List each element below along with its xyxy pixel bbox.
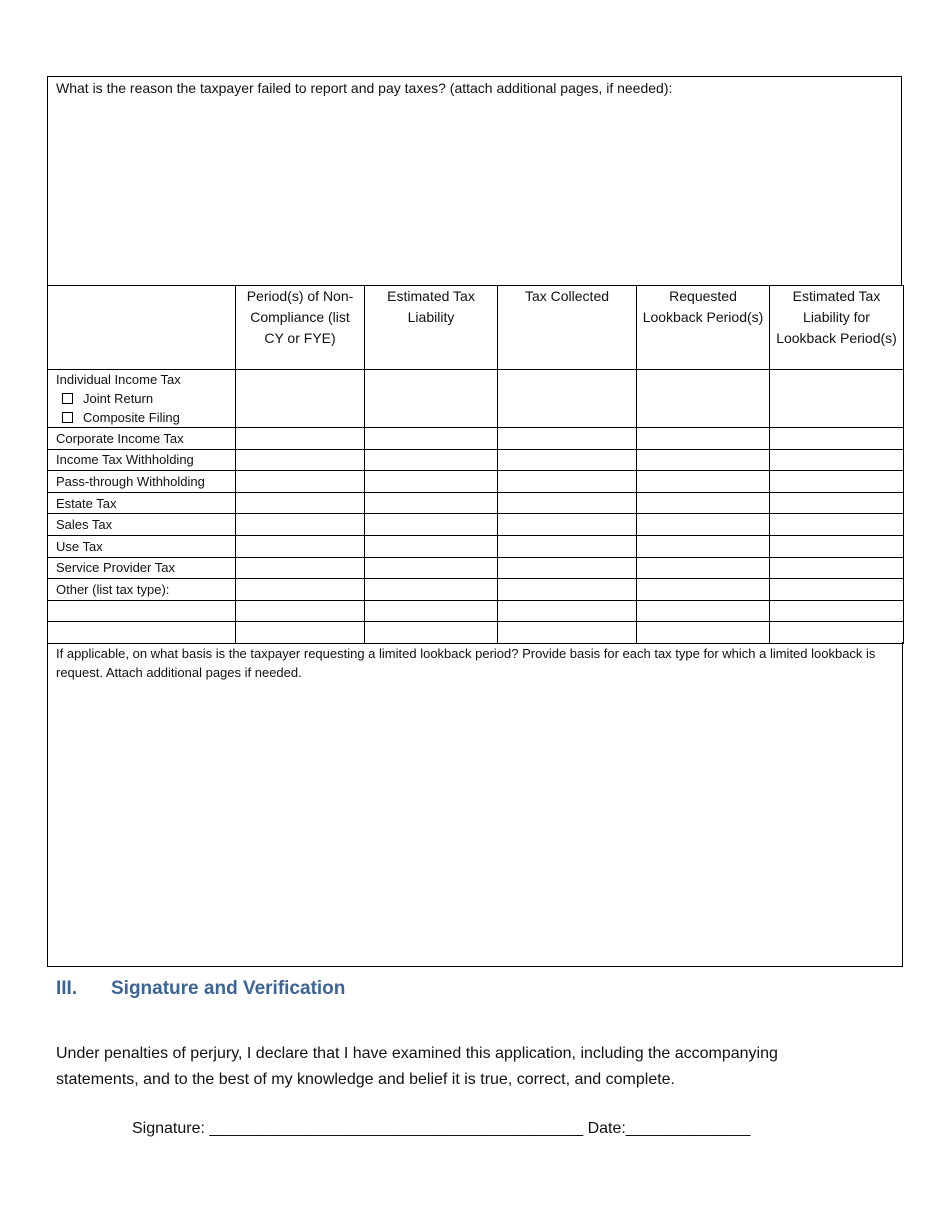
table-row <box>48 492 904 514</box>
input-cell[interactable] <box>637 428 770 450</box>
input-cell[interactable] <box>498 370 637 428</box>
input-cell[interactable] <box>236 449 365 471</box>
reason-question: What is the reason the taxpayer failed to report and pay taxes? (attach additional pages, if needed): <box>56 80 673 96</box>
input-cell[interactable] <box>498 600 637 622</box>
input-cell[interactable] <box>236 535 365 557</box>
table-row <box>48 428 904 450</box>
input-cell[interactable] <box>770 600 904 622</box>
individual-income-tax-label: Individual Income Tax <box>56 372 181 387</box>
input-cell[interactable] <box>770 622 904 644</box>
row-label: Estate Tax <box>48 492 236 514</box>
input-cell[interactable] <box>637 535 770 557</box>
input-cell[interactable] <box>365 579 498 601</box>
table-row <box>48 449 904 471</box>
input-cell[interactable] <box>236 600 365 622</box>
table-row <box>48 535 904 557</box>
input-cell[interactable] <box>236 492 365 514</box>
input-cell[interactable] <box>637 471 770 493</box>
input-cell[interactable] <box>637 557 770 579</box>
input-cell[interactable] <box>498 449 637 471</box>
input-cell[interactable] <box>365 535 498 557</box>
input-cell[interactable] <box>236 471 365 493</box>
input-cell[interactable] <box>770 492 904 514</box>
input-cell[interactable] <box>236 514 365 536</box>
row-label: Sales Tax <box>48 514 236 536</box>
input-cell[interactable] <box>236 370 365 428</box>
section-heading <box>56 978 345 1000</box>
basis-box[interactable] <box>47 642 903 967</box>
reason-box[interactable] <box>47 76 902 286</box>
input-cell[interactable] <box>236 428 365 450</box>
table-row <box>48 370 904 428</box>
input-cell[interactable] <box>498 579 637 601</box>
input-cell[interactable] <box>365 370 498 428</box>
input-cell[interactable] <box>236 579 365 601</box>
input-cell[interactable] <box>637 600 770 622</box>
individual-income-tax-cell <box>48 370 236 428</box>
header-est-lookback: Estimated Tax Liability for Lookback Period(s) <box>770 286 904 370</box>
input-cell[interactable] <box>770 535 904 557</box>
row-label-blank[interactable] <box>48 600 236 622</box>
row-label: Use Tax <box>48 535 236 557</box>
input-cell[interactable] <box>365 514 498 536</box>
table-row <box>48 600 904 622</box>
input-cell[interactable] <box>770 514 904 536</box>
input-cell[interactable] <box>770 428 904 450</box>
section-number: III. <box>56 978 78 999</box>
input-cell[interactable] <box>770 370 904 428</box>
header-tax-collected: Tax Collected <box>498 286 637 370</box>
row-label: Income Tax Withholding <box>48 449 236 471</box>
input-cell[interactable] <box>365 622 498 644</box>
input-cell[interactable] <box>637 449 770 471</box>
table-row <box>48 471 904 493</box>
input-cell[interactable] <box>637 370 770 428</box>
input-cell[interactable] <box>365 557 498 579</box>
input-cell[interactable] <box>365 471 498 493</box>
table-row <box>48 514 904 536</box>
input-cell[interactable] <box>498 535 637 557</box>
composite-filing-checkbox[interactable] <box>62 412 73 423</box>
header-lookback: Requested Lookback Period(s) <box>637 286 770 370</box>
joint-return-checkbox[interactable] <box>62 393 73 404</box>
table-row <box>48 557 904 579</box>
row-label: Service Provider Tax <box>48 557 236 579</box>
tax-table <box>47 285 904 644</box>
joint-return-label: Joint Return <box>83 391 154 406</box>
input-cell[interactable] <box>498 622 637 644</box>
table-row <box>48 579 904 601</box>
header-blank <box>48 286 236 370</box>
input-cell[interactable] <box>365 449 498 471</box>
signature-date-line[interactable]: Signature: __________________________________________ Date:______________ <box>132 1120 751 1137</box>
input-cell[interactable] <box>498 557 637 579</box>
input-cell[interactable] <box>637 622 770 644</box>
input-cell[interactable] <box>770 557 904 579</box>
input-cell[interactable] <box>637 492 770 514</box>
input-cell[interactable] <box>637 514 770 536</box>
table-row <box>48 622 904 644</box>
row-label: Pass-through Withholding <box>48 471 236 493</box>
section-title: Signature and Verification <box>111 978 346 999</box>
input-cell[interactable] <box>498 492 637 514</box>
input-cell[interactable] <box>365 428 498 450</box>
header-period: Period(s) of Non-Compliance (list CY or FYE) <box>236 286 365 370</box>
input-cell[interactable] <box>770 449 904 471</box>
table-header-row <box>48 286 904 370</box>
declaration-text: Under penalties of perjury, I declare that I have examined this application, including the accompanying statements, and to the best of my knowledge and belief it is true, correct, and complete. <box>56 1045 778 1088</box>
row-label: Corporate Income Tax <box>48 428 236 450</box>
input-cell[interactable] <box>770 471 904 493</box>
input-cell[interactable] <box>498 471 637 493</box>
composite-filing-label: Composite Filing <box>83 410 180 425</box>
input-cell[interactable] <box>236 622 365 644</box>
input-cell[interactable] <box>770 579 904 601</box>
input-cell[interactable] <box>236 557 365 579</box>
row-label: Other (list tax type): <box>48 579 236 601</box>
input-cell[interactable] <box>498 428 637 450</box>
basis-question: If applicable, on what basis is the taxpayer requesting a limited lookback period? Provide basis for each tax type for which a limited lookback is request. Attach additional pages if needed. <box>56 646 876 680</box>
input-cell[interactable] <box>637 579 770 601</box>
input-cell[interactable] <box>498 514 637 536</box>
row-label-blank[interactable] <box>48 622 236 644</box>
input-cell[interactable] <box>365 600 498 622</box>
input-cell[interactable] <box>365 492 498 514</box>
header-est-liability: Estimated Tax Liability <box>365 286 498 370</box>
